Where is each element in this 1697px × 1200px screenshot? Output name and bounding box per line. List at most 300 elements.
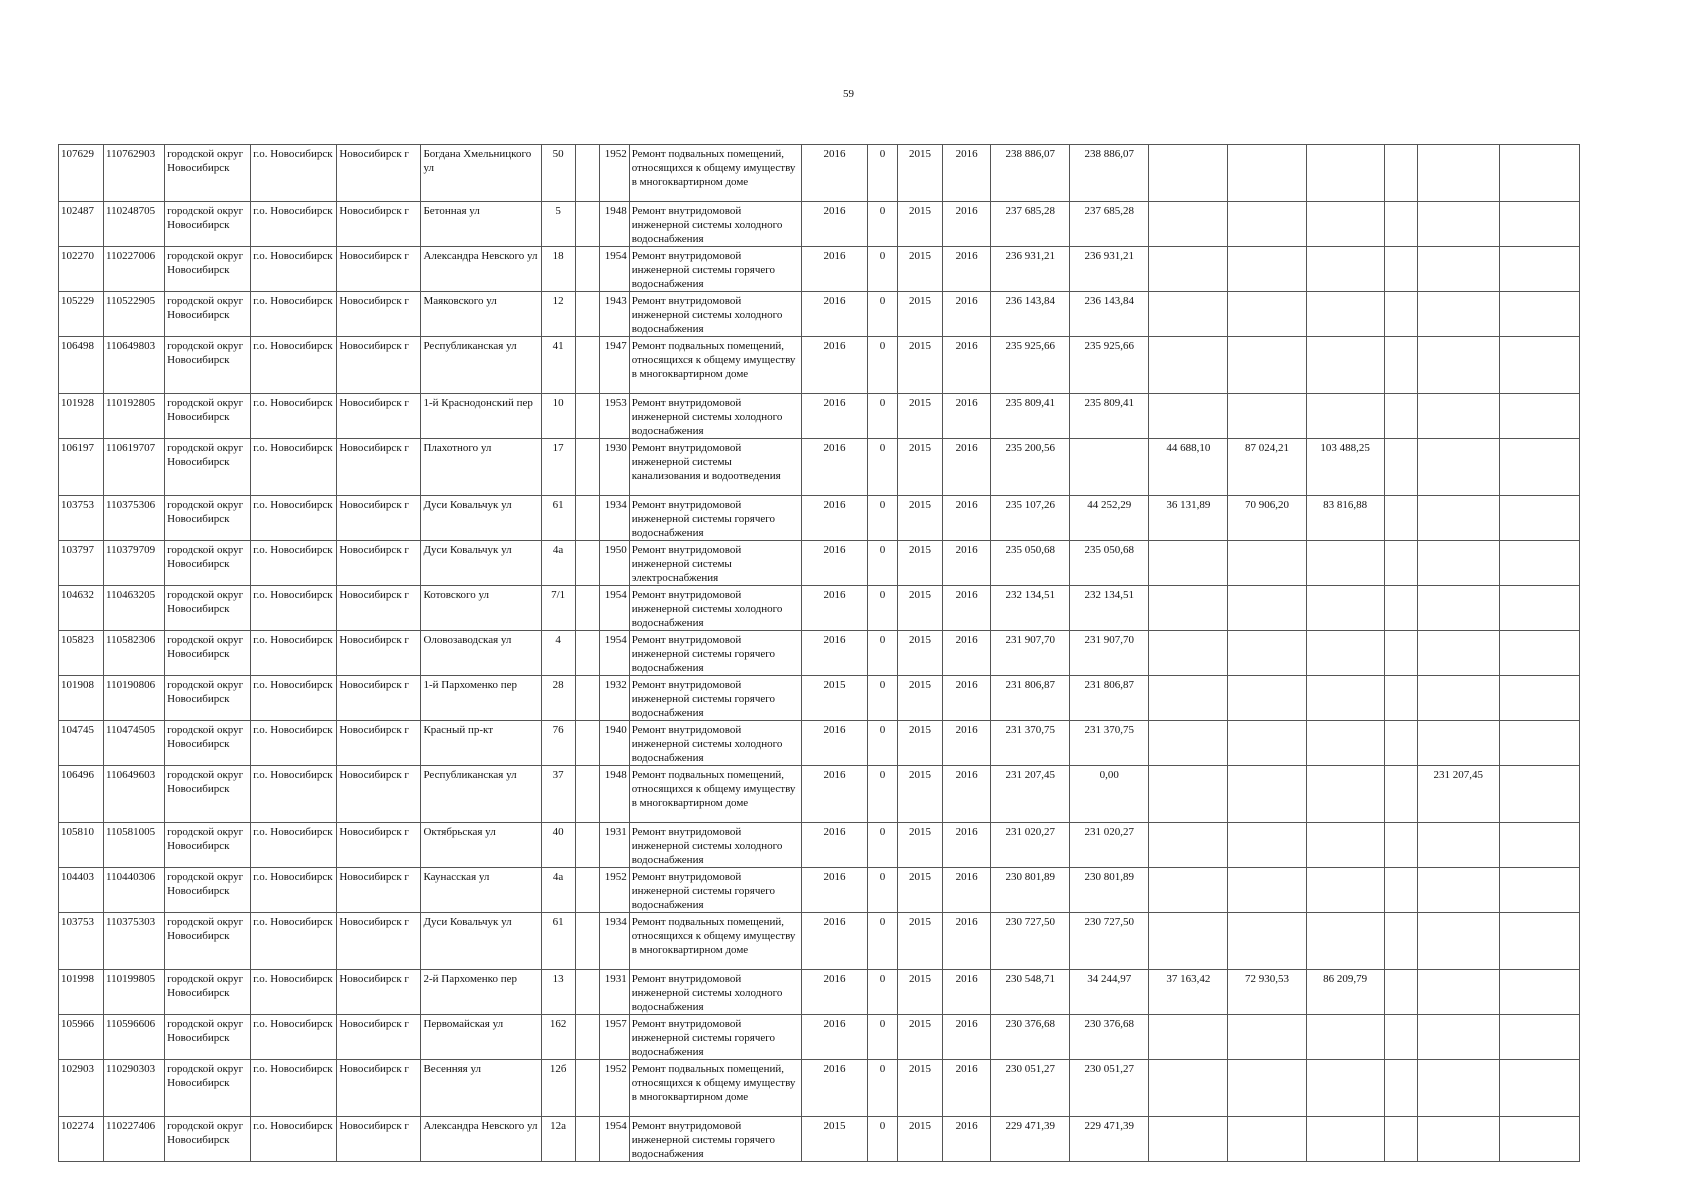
cost-column-6-cell xyxy=(1417,394,1499,439)
planned-year-cell: 2016 xyxy=(801,202,867,247)
cost-column-6-cell xyxy=(1417,1117,1499,1162)
cost-column-2-cell xyxy=(1149,1060,1228,1117)
cost-column-7-cell xyxy=(1499,145,1579,202)
house-number-cell: 162 xyxy=(541,1015,575,1060)
cost-column-1-cell: 0,00 xyxy=(1070,766,1149,823)
year-built-cell: 1952 xyxy=(599,1060,629,1117)
planned-year-cell: 2016 xyxy=(801,337,867,394)
flag-cell: 0 xyxy=(868,868,898,913)
table-row xyxy=(59,868,1580,913)
object-id-cell: 110375306 xyxy=(104,496,165,541)
cost-column-5-cell xyxy=(1384,676,1417,721)
house-number-cell: 7/1 xyxy=(541,586,575,631)
planned-year-cell: 2016 xyxy=(801,292,867,337)
year-built-cell: 1943 xyxy=(599,292,629,337)
year-built-cell: 1953 xyxy=(599,394,629,439)
street-cell: Республиканская ул xyxy=(421,766,541,823)
work-type-cell: Ремонт внутридомовой инженерной системы холодного водоснабжения xyxy=(629,292,801,337)
city-cell: Новосибирск г xyxy=(337,1117,421,1162)
cost-column-5-cell xyxy=(1384,721,1417,766)
street-cell: Александра Невского ул xyxy=(421,247,541,292)
city-cell: Новосибирск г xyxy=(337,439,421,496)
city-cell: Новосибирск г xyxy=(337,676,421,721)
street-cell: Каунасская ул xyxy=(421,868,541,913)
flag-cell: 0 xyxy=(868,292,898,337)
street-cell: Котовского ул xyxy=(421,586,541,631)
table-row xyxy=(59,586,1580,631)
total-cost-cell: 236 143,84 xyxy=(991,292,1070,337)
end-year-cell: 2016 xyxy=(943,586,991,631)
year-built-cell: 1948 xyxy=(599,766,629,823)
cost-column-4-cell xyxy=(1306,145,1384,202)
cost-column-7-cell xyxy=(1499,1117,1579,1162)
street-cell: Республиканская ул xyxy=(421,337,541,394)
work-type-cell: Ремонт подвальных помещений, относящихся к общему имуществу в многоквартирном доме xyxy=(629,145,801,202)
cost-column-7-cell xyxy=(1499,202,1579,247)
work-type-cell: Ремонт внутридомовой инженерной системы горячего водоснабжения xyxy=(629,247,801,292)
municipality-cell: городской округ Новосибирск xyxy=(165,676,251,721)
city-cell: Новосибирск г xyxy=(337,766,421,823)
end-year-cell: 2016 xyxy=(943,541,991,586)
total-cost-cell: 235 200,56 xyxy=(991,439,1070,496)
building-cell xyxy=(575,247,599,292)
cost-column-2-cell: 37 163,42 xyxy=(1149,970,1228,1015)
year-built-cell: 1932 xyxy=(599,676,629,721)
city-cell: Новосибирск г xyxy=(337,145,421,202)
cost-column-3-cell: 87 024,21 xyxy=(1228,439,1306,496)
street-cell: Оловозаводская ул xyxy=(421,631,541,676)
building-cell xyxy=(575,766,599,823)
flag-cell: 0 xyxy=(868,439,898,496)
house-number-cell: 12б xyxy=(541,1060,575,1117)
house-id-cell: 106496 xyxy=(59,766,104,823)
street-cell: 2-й Пархоменко пер xyxy=(421,970,541,1015)
street-cell: Бетонная ул xyxy=(421,202,541,247)
work-type-cell: Ремонт внутридомовой инженерной системы холодного водоснабжения xyxy=(629,586,801,631)
cost-column-6-cell xyxy=(1417,202,1499,247)
district-cell: г.о. Новосибирск xyxy=(251,496,337,541)
year-built-cell: 1931 xyxy=(599,970,629,1015)
flag-cell: 0 xyxy=(868,394,898,439)
flag-cell: 0 xyxy=(868,1060,898,1117)
cost-column-5-cell xyxy=(1384,202,1417,247)
street-cell: Дуси Ковальчук ул xyxy=(421,541,541,586)
street-cell: Октябрьская ул xyxy=(421,823,541,868)
house-id-cell: 101998 xyxy=(59,970,104,1015)
municipality-cell: городской округ Новосибирск xyxy=(165,496,251,541)
street-cell: 1-й Пархоменко пер xyxy=(421,676,541,721)
cost-column-7-cell xyxy=(1499,496,1579,541)
building-cell xyxy=(575,292,599,337)
flag-cell: 0 xyxy=(868,496,898,541)
district-cell: г.о. Новосибирск xyxy=(251,541,337,586)
flag-cell: 0 xyxy=(868,586,898,631)
cost-column-3-cell xyxy=(1228,586,1306,631)
cost-column-7-cell xyxy=(1499,631,1579,676)
object-id-cell: 110649803 xyxy=(104,337,165,394)
house-id-cell: 102270 xyxy=(59,247,104,292)
object-id-cell: 110227006 xyxy=(104,247,165,292)
cost-column-4-cell xyxy=(1306,337,1384,394)
object-id-cell: 110248705 xyxy=(104,202,165,247)
planned-year-cell: 2016 xyxy=(801,721,867,766)
start-year-cell: 2015 xyxy=(898,541,943,586)
city-cell: Новосибирск г xyxy=(337,247,421,292)
cost-column-1-cell: 236 931,21 xyxy=(1070,247,1149,292)
municipality-cell: городской округ Новосибирск xyxy=(165,292,251,337)
city-cell: Новосибирск г xyxy=(337,337,421,394)
end-year-cell: 2016 xyxy=(943,823,991,868)
object-id-cell: 110375303 xyxy=(104,913,165,970)
planned-year-cell: 2016 xyxy=(801,586,867,631)
total-cost-cell: 231 370,75 xyxy=(991,721,1070,766)
planned-year-cell: 2016 xyxy=(801,823,867,868)
cost-column-3-cell xyxy=(1228,913,1306,970)
total-cost-cell: 236 931,21 xyxy=(991,247,1070,292)
planned-year-cell: 2015 xyxy=(801,676,867,721)
cost-column-3-cell xyxy=(1228,292,1306,337)
cost-column-1-cell: 230 051,27 xyxy=(1070,1060,1149,1117)
total-cost-cell: 235 107,26 xyxy=(991,496,1070,541)
end-year-cell: 2016 xyxy=(943,1060,991,1117)
city-cell: Новосибирск г xyxy=(337,913,421,970)
cost-column-5-cell xyxy=(1384,1117,1417,1162)
table-row xyxy=(59,676,1580,721)
flag-cell: 0 xyxy=(868,676,898,721)
start-year-cell: 2015 xyxy=(898,868,943,913)
cost-column-5-cell xyxy=(1384,970,1417,1015)
house-id-cell: 105823 xyxy=(59,631,104,676)
work-type-cell: Ремонт внутридомовой инженерной системы холодного водоснабжения xyxy=(629,202,801,247)
house-id-cell: 106197 xyxy=(59,439,104,496)
municipality-cell: городской округ Новосибирск xyxy=(165,631,251,676)
cost-column-4-cell: 83 816,88 xyxy=(1306,496,1384,541)
house-number-cell: 28 xyxy=(541,676,575,721)
city-cell: Новосибирск г xyxy=(337,1015,421,1060)
cost-column-1-cell: 235 925,66 xyxy=(1070,337,1149,394)
total-cost-cell: 231 806,87 xyxy=(991,676,1070,721)
end-year-cell: 2016 xyxy=(943,676,991,721)
end-year-cell: 2016 xyxy=(943,1117,991,1162)
cost-column-6-cell xyxy=(1417,496,1499,541)
district-cell: г.о. Новосибирск xyxy=(251,823,337,868)
district-cell: г.о. Новосибирск xyxy=(251,868,337,913)
cost-column-6-cell xyxy=(1417,868,1499,913)
object-id-cell: 110596606 xyxy=(104,1015,165,1060)
cost-column-3-cell xyxy=(1228,1015,1306,1060)
cost-column-7-cell xyxy=(1499,676,1579,721)
object-id-cell: 110190806 xyxy=(104,676,165,721)
house-number-cell: 12 xyxy=(541,292,575,337)
cost-column-2-cell xyxy=(1149,292,1228,337)
cost-column-1-cell: 237 685,28 xyxy=(1070,202,1149,247)
year-built-cell: 1954 xyxy=(599,586,629,631)
cost-column-1-cell: 236 143,84 xyxy=(1070,292,1149,337)
flag-cell: 0 xyxy=(868,913,898,970)
cost-column-4-cell xyxy=(1306,1117,1384,1162)
cost-column-2-cell xyxy=(1149,631,1228,676)
object-id-cell: 110582306 xyxy=(104,631,165,676)
house-number-cell: 50 xyxy=(541,145,575,202)
year-built-cell: 1947 xyxy=(599,337,629,394)
municipality-cell: городской округ Новосибирск xyxy=(165,970,251,1015)
table-row xyxy=(59,541,1580,586)
district-cell: г.о. Новосибирск xyxy=(251,292,337,337)
street-cell: Дуси Ковальчук ул xyxy=(421,913,541,970)
city-cell: Новосибирск г xyxy=(337,970,421,1015)
cost-column-7-cell xyxy=(1499,766,1579,823)
table-row xyxy=(59,439,1580,496)
house-number-cell: 17 xyxy=(541,439,575,496)
building-cell xyxy=(575,721,599,766)
object-id-cell: 110762903 xyxy=(104,145,165,202)
house-id-cell: 103797 xyxy=(59,541,104,586)
cost-column-1-cell xyxy=(1070,439,1149,496)
house-id-cell: 107629 xyxy=(59,145,104,202)
flag-cell: 0 xyxy=(868,970,898,1015)
street-cell: Богдана Хмельницкого ул xyxy=(421,145,541,202)
house-number-cell: 76 xyxy=(541,721,575,766)
cost-column-2-cell xyxy=(1149,1117,1228,1162)
object-id-cell: 110290303 xyxy=(104,1060,165,1117)
cost-column-4-cell xyxy=(1306,202,1384,247)
cost-column-2-cell xyxy=(1149,337,1228,394)
house-number-cell: 61 xyxy=(541,496,575,541)
street-cell: Весенняя ул xyxy=(421,1060,541,1117)
planned-year-cell: 2016 xyxy=(801,766,867,823)
cost-column-2-cell xyxy=(1149,541,1228,586)
flag-cell: 0 xyxy=(868,631,898,676)
house-number-cell: 13 xyxy=(541,970,575,1015)
year-built-cell: 1931 xyxy=(599,823,629,868)
object-id-cell: 110649603 xyxy=(104,766,165,823)
cost-column-3-cell: 70 906,20 xyxy=(1228,496,1306,541)
cost-column-4-cell xyxy=(1306,868,1384,913)
cost-column-6-cell xyxy=(1417,586,1499,631)
planned-year-cell: 2016 xyxy=(801,868,867,913)
cost-column-4-cell: 86 209,79 xyxy=(1306,970,1384,1015)
table-row xyxy=(59,913,1580,970)
total-cost-cell: 230 376,68 xyxy=(991,1015,1070,1060)
cost-column-5-cell xyxy=(1384,439,1417,496)
cost-column-1-cell: 231 907,70 xyxy=(1070,631,1149,676)
cost-column-3-cell xyxy=(1228,202,1306,247)
end-year-cell: 2016 xyxy=(943,394,991,439)
house-id-cell: 105229 xyxy=(59,292,104,337)
cost-column-6-cell xyxy=(1417,1015,1499,1060)
year-built-cell: 1954 xyxy=(599,247,629,292)
district-cell: г.о. Новосибирск xyxy=(251,1015,337,1060)
cost-column-6-cell xyxy=(1417,913,1499,970)
house-id-cell: 101908 xyxy=(59,676,104,721)
start-year-cell: 2015 xyxy=(898,631,943,676)
total-cost-cell: 230 801,89 xyxy=(991,868,1070,913)
cost-column-7-cell xyxy=(1499,337,1579,394)
cost-column-4-cell xyxy=(1306,247,1384,292)
work-type-cell: Ремонт внутридомовой инженерной системы холодного водоснабжения xyxy=(629,970,801,1015)
planned-year-cell: 2016 xyxy=(801,145,867,202)
cost-column-7-cell xyxy=(1499,292,1579,337)
cost-column-1-cell: 34 244,97 xyxy=(1070,970,1149,1015)
year-built-cell: 1948 xyxy=(599,202,629,247)
total-cost-cell: 231 207,45 xyxy=(991,766,1070,823)
start-year-cell: 2015 xyxy=(898,439,943,496)
cost-column-6-cell xyxy=(1417,541,1499,586)
cost-column-4-cell xyxy=(1306,292,1384,337)
cost-column-7-cell xyxy=(1499,913,1579,970)
cost-column-7-cell xyxy=(1499,439,1579,496)
start-year-cell: 2015 xyxy=(898,496,943,541)
district-cell: г.о. Новосибирск xyxy=(251,247,337,292)
end-year-cell: 2016 xyxy=(943,496,991,541)
district-cell: г.о. Новосибирск xyxy=(251,586,337,631)
cost-column-6-cell xyxy=(1417,823,1499,868)
year-built-cell: 1954 xyxy=(599,1117,629,1162)
cost-column-6-cell xyxy=(1417,970,1499,1015)
building-cell xyxy=(575,631,599,676)
planned-year-cell: 2016 xyxy=(801,541,867,586)
start-year-cell: 2015 xyxy=(898,337,943,394)
object-id-cell: 110463205 xyxy=(104,586,165,631)
cost-column-7-cell xyxy=(1499,823,1579,868)
year-built-cell: 1952 xyxy=(599,145,629,202)
year-built-cell: 1957 xyxy=(599,1015,629,1060)
district-cell: г.о. Новосибирск xyxy=(251,439,337,496)
building-cell xyxy=(575,202,599,247)
cost-column-4-cell xyxy=(1306,823,1384,868)
total-cost-cell: 235 809,41 xyxy=(991,394,1070,439)
cost-column-1-cell: 231 370,75 xyxy=(1070,721,1149,766)
cost-column-2-cell xyxy=(1149,145,1228,202)
start-year-cell: 2015 xyxy=(898,1015,943,1060)
cost-column-4-cell xyxy=(1306,1015,1384,1060)
building-cell xyxy=(575,823,599,868)
building-cell xyxy=(575,439,599,496)
start-year-cell: 2015 xyxy=(898,1117,943,1162)
street-cell: Первомайская ул xyxy=(421,1015,541,1060)
start-year-cell: 2015 xyxy=(898,913,943,970)
total-cost-cell: 230 727,50 xyxy=(991,913,1070,970)
building-cell xyxy=(575,394,599,439)
cost-column-7-cell xyxy=(1499,1060,1579,1117)
table-row xyxy=(59,1015,1580,1060)
cost-column-5-cell xyxy=(1384,823,1417,868)
start-year-cell: 2015 xyxy=(898,766,943,823)
municipality-cell: городской округ Новосибирск xyxy=(165,145,251,202)
cost-column-2-cell xyxy=(1149,394,1228,439)
municipality-cell: городской округ Новосибирск xyxy=(165,721,251,766)
work-type-cell: Ремонт внутридомовой инженерной системы холодного водоснабжения xyxy=(629,394,801,439)
cost-column-7-cell xyxy=(1499,970,1579,1015)
building-cell xyxy=(575,1060,599,1117)
planned-year-cell: 2016 xyxy=(801,913,867,970)
cost-column-4-cell xyxy=(1306,586,1384,631)
house-number-cell: 61 xyxy=(541,913,575,970)
house-id-cell: 104632 xyxy=(59,586,104,631)
table-row xyxy=(59,1060,1580,1117)
cost-column-3-cell xyxy=(1228,1117,1306,1162)
cost-column-5-cell xyxy=(1384,766,1417,823)
cost-column-7-cell xyxy=(1499,868,1579,913)
cost-column-6-cell: 231 207,45 xyxy=(1417,766,1499,823)
start-year-cell: 2015 xyxy=(898,145,943,202)
object-id-cell: 110581005 xyxy=(104,823,165,868)
cost-column-5-cell xyxy=(1384,1015,1417,1060)
cost-column-4-cell xyxy=(1306,1060,1384,1117)
total-cost-cell: 235 050,68 xyxy=(991,541,1070,586)
start-year-cell: 2015 xyxy=(898,202,943,247)
cost-column-4-cell xyxy=(1306,631,1384,676)
work-type-cell: Ремонт подвальных помещений, относящихся к общему имуществу в многоквартирном доме xyxy=(629,337,801,394)
cost-column-5-cell xyxy=(1384,631,1417,676)
cost-column-3-cell xyxy=(1228,1060,1306,1117)
cost-column-1-cell: 230 376,68 xyxy=(1070,1015,1149,1060)
work-type-cell: Ремонт внутридомовой инженерной системы канализования и водоотведения xyxy=(629,439,801,496)
house-id-cell: 104745 xyxy=(59,721,104,766)
table-row xyxy=(59,970,1580,1015)
total-cost-cell: 235 925,66 xyxy=(991,337,1070,394)
cost-column-2-cell xyxy=(1149,586,1228,631)
page-number: 59 xyxy=(843,88,854,100)
cost-column-3-cell xyxy=(1228,766,1306,823)
building-cell xyxy=(575,541,599,586)
house-number-cell: 37 xyxy=(541,766,575,823)
municipality-cell: городской округ Новосибирск xyxy=(165,823,251,868)
building-cell xyxy=(575,337,599,394)
year-built-cell: 1950 xyxy=(599,541,629,586)
start-year-cell: 2015 xyxy=(898,721,943,766)
house-number-cell: 4а xyxy=(541,541,575,586)
building-cell xyxy=(575,586,599,631)
start-year-cell: 2015 xyxy=(898,292,943,337)
cost-column-2-cell xyxy=(1149,676,1228,721)
cost-column-5-cell xyxy=(1384,913,1417,970)
house-number-cell: 4а xyxy=(541,868,575,913)
cost-column-5-cell xyxy=(1384,496,1417,541)
table-row xyxy=(59,823,1580,868)
building-cell xyxy=(575,496,599,541)
total-cost-cell: 231 020,27 xyxy=(991,823,1070,868)
cost-column-7-cell xyxy=(1499,247,1579,292)
cost-column-2-cell xyxy=(1149,868,1228,913)
total-cost-cell: 231 907,70 xyxy=(991,631,1070,676)
cost-column-5-cell xyxy=(1384,1060,1417,1117)
flag-cell: 0 xyxy=(868,541,898,586)
flag-cell: 0 xyxy=(868,337,898,394)
planned-year-cell: 2016 xyxy=(801,247,867,292)
table-row xyxy=(59,292,1580,337)
planned-year-cell: 2016 xyxy=(801,496,867,541)
building-cell xyxy=(575,1117,599,1162)
planned-year-cell: 2016 xyxy=(801,439,867,496)
house-id-cell: 101928 xyxy=(59,394,104,439)
building-cell xyxy=(575,868,599,913)
table-row xyxy=(59,1117,1580,1162)
cost-column-5-cell xyxy=(1384,394,1417,439)
work-type-cell: Ремонт внутридомовой инженерной системы холодного водоснабжения xyxy=(629,823,801,868)
municipality-cell: городской округ Новосибирск xyxy=(165,247,251,292)
house-number-cell: 10 xyxy=(541,394,575,439)
street-cell: Красный пр-кт xyxy=(421,721,541,766)
work-type-cell: Ремонт внутридомовой инженерной системы горячего водоснабжения xyxy=(629,1117,801,1162)
district-cell: г.о. Новосибирск xyxy=(251,631,337,676)
table-row xyxy=(59,145,1580,202)
district-cell: г.о. Новосибирск xyxy=(251,337,337,394)
cost-column-4-cell xyxy=(1306,394,1384,439)
end-year-cell: 2016 xyxy=(943,337,991,394)
cost-column-1-cell: 238 886,07 xyxy=(1070,145,1149,202)
cost-column-6-cell xyxy=(1417,1060,1499,1117)
